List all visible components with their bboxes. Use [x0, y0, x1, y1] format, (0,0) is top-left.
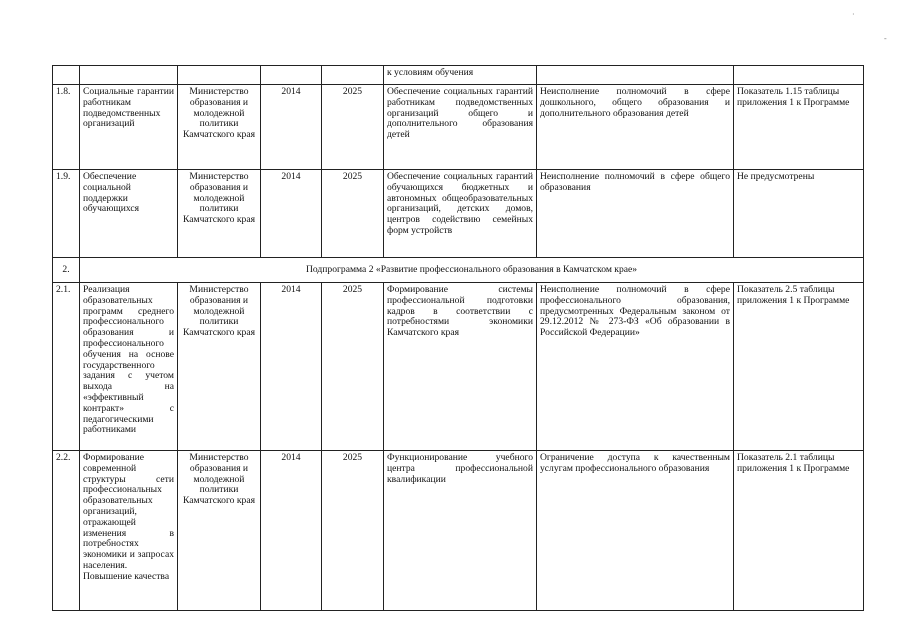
executor — [178, 66, 261, 85]
start-year: 2014 — [261, 170, 322, 258]
activity-name: Обеспечение социальной поддержки обучающихся — [80, 170, 178, 258]
end-year: 2025 — [322, 283, 384, 451]
start-year: 2014 — [261, 283, 322, 451]
row-number: 2.2. — [53, 451, 80, 611]
expected-result: Обеспечение социальных гарантий работникам подведомственных организаций общего и дополнительного образования детей — [384, 85, 537, 170]
executor: Министерство образования и молодежной политики Камчатского края — [178, 451, 261, 611]
start-year: 2014 — [261, 85, 322, 170]
row-number: 2.1. — [53, 283, 80, 451]
indicator-link: Показатель 2.5 таблицы приложения 1 к Программе — [734, 283, 864, 451]
subprogram-row — [53, 258, 864, 283]
indicator-link: Не предусмотрены — [734, 170, 864, 258]
row-number: 1.9. — [53, 170, 80, 258]
end-year: 2025 — [322, 451, 384, 611]
indicator-link: Показатель 1.15 таблицы приложения 1 к Программе — [734, 85, 864, 170]
consequence: Неисполнение полномочий в сфере дошкольного, общего образования и дополнительного образования детей — [537, 85, 734, 170]
end-year: 2025 — [322, 85, 384, 170]
page-dash-mark: - — [884, 34, 887, 43]
end-year — [322, 66, 384, 85]
start-year — [261, 66, 322, 85]
program-activities-table — [52, 65, 864, 611]
row-number — [53, 66, 80, 85]
expected-result: к условиям обучения — [384, 66, 537, 85]
consequence — [537, 66, 734, 85]
table-row — [53, 451, 864, 611]
activity-name: Социальные гарантии работникам подведомственных организаций — [80, 85, 178, 170]
start-year: 2014 — [261, 451, 322, 611]
subprogram-title: Подпрограмма 2 «Развитие профессионального образования в Камчатском крае» — [80, 258, 864, 283]
table-row — [53, 170, 864, 258]
indicator-link: Показатель 2.1 таблицы приложения 1 к Программе — [734, 451, 864, 611]
consequence: Неисполнение полномочий в сфере профессионального образования, предусмотренных Федеральным законом от 29.12.2012 № 273-ФЗ «Об образовании в Российской Федерации» — [537, 283, 734, 451]
subprogram-number: 2. — [53, 258, 80, 283]
executor: Министерство образования и молодежной политики Камчатского края — [178, 85, 261, 170]
activity-name: Формирование современной структуры сети профессиональных образовательных организаций, отражающей изменения в потребностях экономики и запросах населения. Повышение качества — [80, 451, 178, 611]
consequence: Неисполнение полномочий в сфере общего образования — [537, 170, 734, 258]
activity-name: Реализация образовательных программ среднего профессионального образования и профессионального обучения на основе государственного задания с учетом выхода на «эффективный контракт» с педагогическими работниками — [80, 283, 178, 451]
page-dot-mark: · — [852, 10, 855, 19]
executor: Министерство образования и молодежной политики Камчатского края — [178, 283, 261, 451]
expected-result: Формирование системы профессиональной подготовки кадров в соответствии с потребностями экономики Камчатского края — [384, 283, 537, 451]
consequence: Ограничение доступа к качественным услугам профессионального образования — [537, 451, 734, 611]
table-row — [53, 85, 864, 170]
table-row — [53, 283, 864, 451]
row-number: 1.8. — [53, 85, 80, 170]
table-row — [53, 66, 864, 85]
indicator-link — [734, 66, 864, 85]
expected-result: Обеспечение социальных гарантий обучающихся бюджетных и автономных общеобразовательных организаций, детских домов, центров содействию семейных форм устройств — [384, 170, 537, 258]
expected-result: Функционирование учебного центра профессиональной квалификации — [384, 451, 537, 611]
end-year: 2025 — [322, 170, 384, 258]
executor: Министерство образования и молодежной политики Камчатского края — [178, 170, 261, 258]
activity-name — [80, 66, 178, 85]
